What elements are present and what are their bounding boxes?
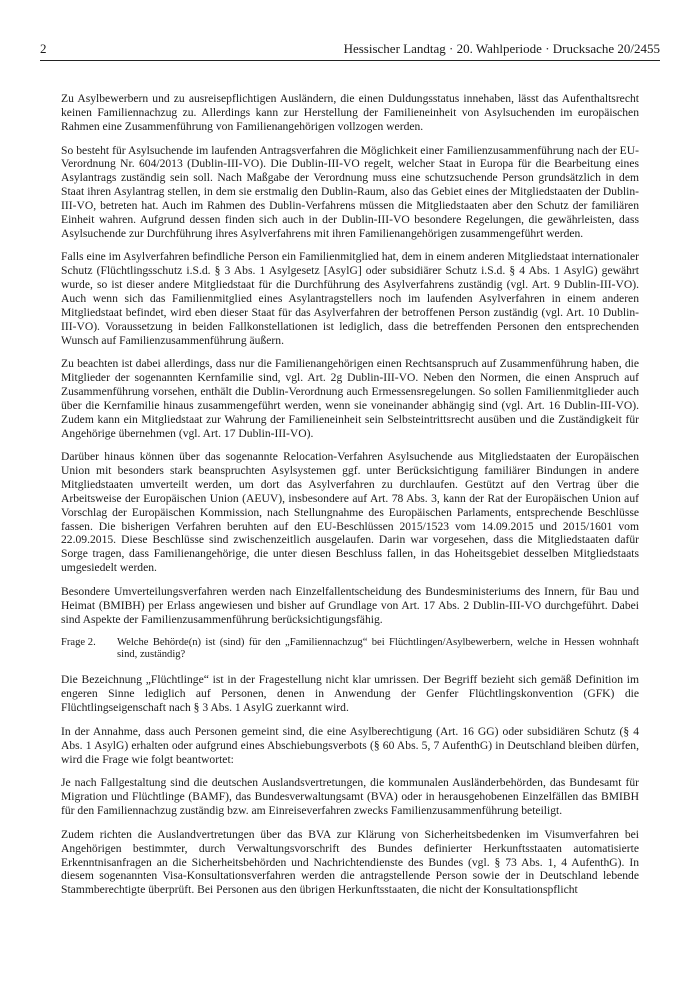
question-text: Welche Behörde(n) ist (sind) für den „Familiennachzug“ bei Flüchtlingen/Asylbewerbern, welche in Hessen wohnhaft sind, zuständig? bbox=[117, 636, 639, 660]
paragraph: Zu beachten ist dabei allerdings, dass nur die Familienangehörigen einen Rechtsanspruch auf Zusammenführung haben, die Mitglieder der sogenannten Kernfamilie sind, vgl. Art. 2g Dublin-III-VO. Neben den Normen, die einen Anspruch auf Zusammenführung vorsehen, enthält die Dublin-Verordnung auch Ermessensregelungen. So sollen Familienmitglieder auch über die Kernfamilie hinaus zusammengeführt werden, wenn sie voneinander abhängig sind (vgl. Art. 16 Dublin-III-VO). Zudem kann ein Mitgliedstaat zur Wahrung der Familieneinheit sein Selbsteintrittsrecht ausüben und die Zuständigkeit für Angehörige übernehmen (vgl. Art. 17 Dublin-III-VO). bbox=[61, 357, 639, 440]
paragraph: Darüber hinaus können über das sogenannte Relocation-Verfahren Asylsuchende aus Mitgliedstaaten der Europäischen Union mit besonders stark beanspruchten Asylsystemen ggf. unter Berücksichtigung familiärer Bindungen in andere Mitgliedstaaten umverteilt werden, um dort das Asylverfahren zu durchlaufen. Gestützt auf den Vertrag über die Arbeitsweise der Europäischen Union (AEUV), insbesondere auf Art. 78 Abs. 3, kann der Rat der Europäischen Union auf Vorschlag der Europäischen Kommission, nach Stellungnahme des Europäischen Parlaments, entsprechende Beschlüsse fassen. Die bisherigen Verfahren beruhten auf den EU-Beschlüssen 2015/1523 vom 14.09.2015 und 2015/1601 vom 22.09.2015. Diese Beschlüsse sind zwischenzeitlich ausgelaufen. Darin war vorgesehen, dass die Mitgliedstaaten dafür Sorge tragen, dass Familienangehörige, die unter diesen Beschluss fallen, in das Hoheitsgebiet desselben Mitgliedstaats umgesiedelt werden. bbox=[61, 450, 639, 575]
paragraph: Je nach Fallgestaltung sind die deutschen Auslandsvertretungen, die kommunalen Ausländerbehörden, das Bundesamt für Migration und Flüchtlinge (BAMF), das Bundesverwaltungsamt (BVA) oder in herausgehobenen Einzelfällen das BMIBH für den Familiennachzug zuständig bzw. am Einreiseverfahren zwecks Familienzusammenführung beteiligt. bbox=[61, 776, 639, 818]
paragraph: Falls eine im Asylverfahren befindliche Person ein Familienmitglied hat, dem in einem anderen Mitgliedstaat internationaler Schutz (Flüchtlingsschutz i.S.d. § 3 Abs. 1 Asylgesetz [AsylG] oder subsidiärer Schutz i.S.d. § 4 Abs. 1 AsylG) gewährt wurde, so ist dieser andere Mitgliedstaat für die Durchführung des Asylverfahrens zuständig (vgl. Art. 9 Dublin-III-VO). Auch wenn sich das Familienmitglied eines Asylantragstellers noch im laufenden Asylverfahren in einem anderen Mitgliedstaat befindet, wird eben dieser Staat für das Asylverfahren der betroffenen Person zuständig (vgl. Art. 10 Dublin-III-VO). Voraussetzung in beiden Fallkonstellationen ist lediglich, dass die betreffenden Personen den entsprechenden Wunsch auf Familienzusammenführung äußern. bbox=[61, 250, 639, 347]
document-body bbox=[61, 92, 639, 907]
question-label: Frage 2. bbox=[61, 636, 96, 648]
page-header bbox=[40, 40, 660, 58]
header-rule bbox=[40, 60, 660, 61]
paragraph: Die Bezeichnung „Flüchtlinge“ ist in der Fragestellung nicht klar umrissen. Der Begriff bezieht sich gemäß Definition im engeren Sinne lediglich auf Personen, denen in Anwendung der Genfer Flüchtlingskonvention (GFK) die Flüchtlingseigenschaft nach § 3 Abs. 1 AsylG zuerkannt wird. bbox=[61, 673, 639, 715]
paragraph: So besteht für Asylsuchende im laufenden Antragsverfahren die Möglichkeit einer Familienzusammenführung nach der EU-Verordnung Nr. 604/2013 (Dublin-III-VO). Die Dublin-III-VO regelt, welcher Staat in Europa für die Bearbeitung eines Asylantrags zuständig sein soll. Nach Maßgabe der Verordnung muss eine schutzsuchende Person grundsätzlich in dem Staat ihren Asylantrag stellen, in dem sie erstmalig den Dublin-Raum, also das Gebiet eines der Mitgliedstaaten der Dublin-III-VO, betreten hat. Auch im Rahmen des Dublin-Verfahrens müssen die Mitgliedstaaten aber den Schutz der familiären Einheit wahren. Aufgrund dessen finden sich auch in der Dublin-III-VO besondere Regelungen, die gewährleisten, dass Asylsuchende zur Durchführung ihres Asylverfahrens mit ihren Familienangehörigen zusammengeführt werden. bbox=[61, 143, 639, 240]
running-title: Hessischer Landtag · 20. Wahlperiode · Drucksache 20/2455 bbox=[343, 41, 660, 56]
paragraph: In der Annahme, dass auch Personen gemeint sind, die eine Asylberechtigung (Art. 16 GG) oder subsidiären Schutz (§ 4 Abs. 1 AsylG) erhalten oder aufgrund eines Abschiebungsverbots (§ 60 Abs. 5, 7 AufenthG) in Deutschland bleiben dürfen, wird die Frage wie folgt beantwortet: bbox=[61, 724, 639, 766]
paragraph: Zudem richten die Auslandvertretungen über das BVA zur Klärung von Sicherheitsbedenken im Visumverfahren bei Angehörigen bestimmter, durch Verwaltungsvorschrift des Bundes definierter Herkunftsstaaten automatisierte Erkenntnisanfragen an die Sicherheitsbehörden und Nachrichtendienste des Bundes (vgl. § 73 Abs. 1, 4 AufenthG). In diesem sogenannten Visa-Konsultationsverfahren werden die antragstellende Person sowie der in Deutschland lebende Stammberechtigte überprüft. Bei Personen aus den übrigen Herkunftsstaaten, die nicht der Konsultationspflicht bbox=[61, 827, 639, 897]
question-block bbox=[61, 637, 639, 662]
paragraph: Zu Asylbewerbern und zu ausreisepflichtigen Ausländern, die einen Duldungsstatus innehaben, lässt das Aufenthaltsrecht keinen Familiennachzug zu. Allerdings kann zur Herstellung der Familieneinheit von Asylsuchenden im europäischen Rahmen eine Zusammenführung von Familienangehörigen vollzogen werden. bbox=[61, 92, 639, 133]
page-number: 2 bbox=[40, 41, 47, 56]
paragraph: Besondere Umverteilungsverfahren werden nach Einzelfallentscheidung des Bundesministeriums des Innern, für Bau und Heimat (BMIBH) per Erlass angewiesen und bisher auf Grundlage von Art. 17 Abs. 2 Dublin-III-VO durchgeführt. Dabei sind Aspekte der Familienzusammenführung berücksichtigungsfähig. bbox=[61, 585, 639, 626]
